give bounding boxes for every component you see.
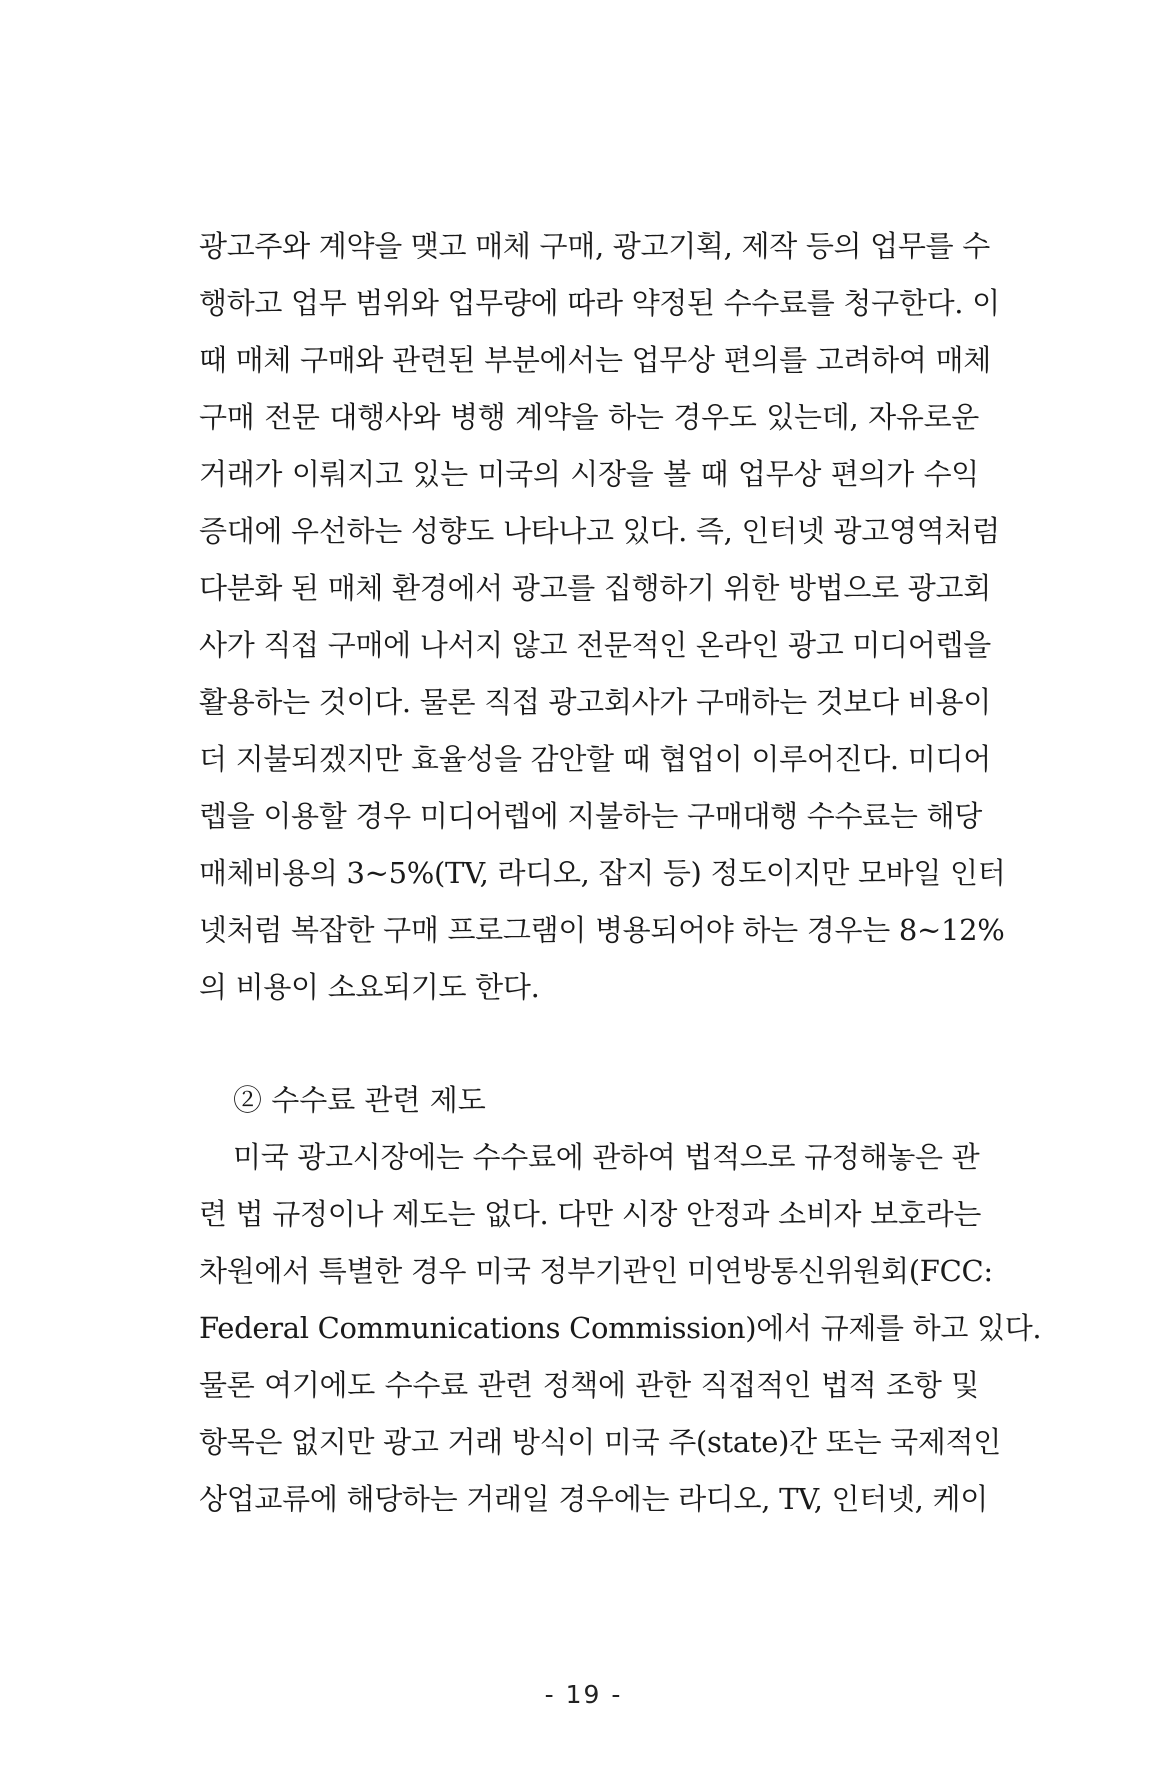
text-line: 더 지불되겠지만 효율성을 감안할 때 협업이 이루어진다. 미디어: [199, 742, 991, 776]
text-line: 때 매체 구매와 관련된 부분에서는 업무상 편의를 고려하여 매체: [199, 343, 991, 377]
paragraph-1: [199, 218, 1006, 1016]
text-line: 증대에 우선하는 성향도 나타나고 있다. 즉, 인터넷 광고영역처럼: [199, 514, 1000, 548]
text-line: 렙을 이용할 경우 미디어렙에 지불하는 구매대행 수수료는 해당: [199, 799, 982, 833]
text-line: 사가 직접 구매에 나서지 않고 전문적인 온라인 광고 미디어렙을: [199, 628, 991, 662]
text-line: 미국 광고시장에는 수수료에 관하여 법적으로 규정해놓은 관: [233, 1140, 980, 1174]
text-line: 거래가 이뤄지고 있는 미국의 시장을 볼 때 업무상 편의가 수익: [199, 457, 979, 491]
text-line: 광고주와 계약을 맺고 매체 구매, 광고기획, 제작 등의 업무를 수: [199, 229, 990, 263]
text-line: 활용하는 것이다. 물론 직접 광고회사가 구매하는 것보다 비용이: [199, 685, 991, 719]
text-line: 물론 여기에도 수수료 관련 정책에 관한 직접적인 법적 조항 및: [199, 1368, 979, 1402]
paragraph-2: [199, 1129, 1042, 1528]
text-line: 항목은 없지만 광고 거래 방식이 미국 주(state)간 또는 국제적인: [199, 1425, 1001, 1459]
text-line: Federal Communications Commission)에서 규제를 하고 있다.: [199, 1311, 1042, 1345]
text-line: 구매 전문 대행사와 병행 계약을 하는 경우도 있는데, 자유로운: [199, 400, 979, 434]
page-number: - 19 -: [544, 1680, 623, 1709]
text-line: 다분화 된 매체 환경에서 광고를 집행하기 위한 방법으로 광고회: [199, 571, 991, 605]
text-line: 련 법 규정이나 제도는 없다. 다만 시장 안정과 소비자 보호라는: [199, 1197, 982, 1231]
text-line: 차원에서 특별한 경우 미국 정부기관인 미연방통신위원회(FCC:: [199, 1254, 993, 1288]
text-line: 매체비용의 3~5%(TV, 라디오, 잡지 등) 정도이지만 모바일 인터: [199, 856, 1006, 890]
text-line: 상업교류에 해당하는 거래일 경우에는 라디오, TV, 인터넷, 케이: [199, 1482, 988, 1516]
text-line: 넷처럼 복잡한 구매 프로그램이 병용되어야 하는 경우는 8~12%: [199, 913, 1005, 947]
text-line: 의 비용이 소요되기도 한다.: [199, 970, 540, 1004]
section-heading: ② 수수료 관련 제도: [233, 1083, 486, 1117]
text-line: 행하고 업무 범위와 업무량에 따라 약정된 수수료를 청구한다. 이: [199, 286, 1000, 320]
